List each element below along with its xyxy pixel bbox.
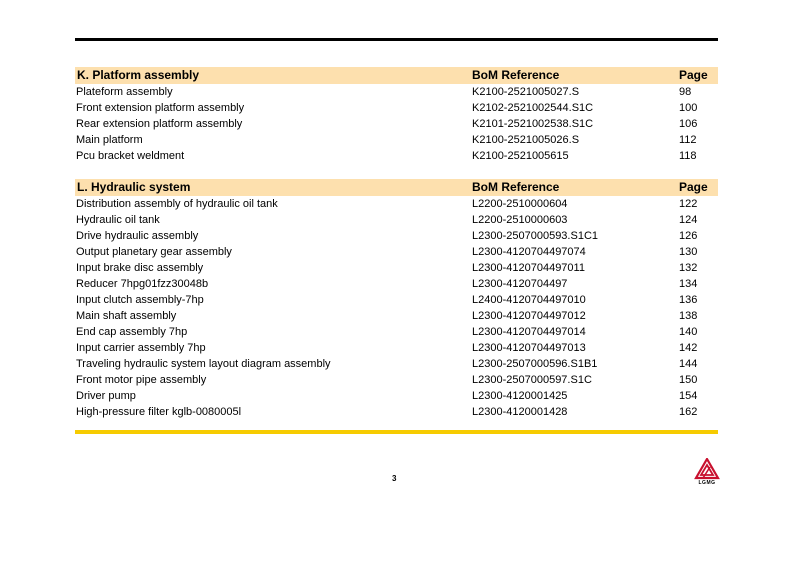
page-column-header: Page bbox=[679, 68, 708, 82]
table-row bbox=[75, 356, 718, 372]
part-name: Pcu bracket weldment bbox=[76, 150, 185, 162]
part-name: Main platform bbox=[76, 134, 143, 146]
page-number: 144 bbox=[679, 358, 698, 370]
bom-reference: L2200-2510000604 bbox=[472, 198, 568, 210]
part-name: Main shaft assembly bbox=[76, 310, 177, 322]
part-name: Distribution assembly of hydraulic oil tank bbox=[76, 198, 278, 210]
page-number: 112 bbox=[679, 134, 697, 146]
table-row bbox=[75, 372, 718, 388]
section-platform-assembly bbox=[75, 67, 718, 164]
table-row bbox=[75, 292, 718, 308]
part-name: Rear extension platform assembly bbox=[76, 118, 243, 130]
bom-reference: K2101-2521002538.S1C bbox=[472, 118, 594, 130]
table-row bbox=[75, 260, 718, 276]
table-row bbox=[75, 84, 718, 100]
page-number: 98 bbox=[679, 86, 692, 98]
bom-reference: L2300-4120704497014 bbox=[472, 326, 586, 338]
table-row bbox=[75, 276, 718, 292]
table-row bbox=[75, 228, 718, 244]
table-row bbox=[75, 244, 718, 260]
table-row bbox=[75, 340, 718, 356]
table-row bbox=[75, 324, 718, 340]
bom-column-header: BoM Reference bbox=[472, 68, 560, 82]
part-name: Reducer 7hpg01fzz30048b bbox=[76, 278, 209, 290]
part-name: Input brake disc assembly bbox=[76, 262, 204, 274]
page-number: 106 bbox=[679, 118, 698, 130]
bom-reference: L2200-2510000603 bbox=[472, 214, 568, 226]
page-number: 124 bbox=[679, 214, 698, 226]
part-name: Input carrier assembly 7hp bbox=[76, 342, 206, 354]
page-number: 122 bbox=[679, 198, 698, 210]
page-number: 140 bbox=[679, 326, 698, 338]
bom-reference: L2300-2507000597.S1C bbox=[472, 374, 592, 386]
part-name: Plateform assembly bbox=[76, 86, 173, 98]
part-name: Output planetary gear assembly bbox=[76, 246, 232, 258]
table-row bbox=[75, 148, 718, 164]
table-row bbox=[75, 404, 718, 420]
page-number: 136 bbox=[679, 294, 698, 306]
section-header bbox=[75, 179, 718, 196]
table-row bbox=[75, 196, 718, 212]
section-header bbox=[75, 67, 718, 84]
top-rule bbox=[75, 38, 718, 41]
part-name: Drive hydraulic assembly bbox=[76, 230, 199, 242]
part-name: End cap assembly 7hp bbox=[76, 326, 188, 338]
page-number: 126 bbox=[679, 230, 698, 242]
page-number: 142 bbox=[679, 342, 698, 354]
bom-reference: K2100-2521005027.S bbox=[472, 86, 580, 98]
part-name: Driver pump bbox=[76, 390, 136, 402]
part-name: High-pressure filter kglb-0080005l bbox=[76, 406, 242, 418]
bom-reference: L2300-4120001428 bbox=[472, 406, 568, 418]
bottom-rule bbox=[75, 430, 718, 434]
bom-reference: L2400-4120704497010 bbox=[472, 294, 586, 306]
bom-reference: L2300-4120704497 bbox=[472, 278, 568, 290]
table-row bbox=[75, 308, 718, 324]
page-number: 150 bbox=[679, 374, 698, 386]
bom-reference: K2100-2521005615 bbox=[472, 150, 569, 162]
footer-page-number: 3 bbox=[392, 474, 397, 483]
section-hydraulic-system bbox=[75, 179, 718, 420]
lgmg-logo bbox=[694, 458, 720, 488]
page-number: 132 bbox=[679, 262, 698, 274]
table-row bbox=[75, 132, 718, 148]
part-name: Front extension platform assembly bbox=[76, 102, 245, 114]
bom-reference: L2300-4120704497011 bbox=[472, 262, 585, 274]
bom-reference: L2300-2507000596.S1B1 bbox=[472, 358, 598, 370]
page-number: 130 bbox=[679, 246, 698, 258]
table-row bbox=[75, 212, 718, 228]
bom-column-header: BoM Reference bbox=[472, 180, 560, 194]
bom-reference: L2300-4120704497013 bbox=[472, 342, 586, 354]
section-title: K. Platform assembly bbox=[77, 68, 200, 82]
bom-reference: L2300-2507000593.S1C1 bbox=[472, 230, 599, 242]
page-number: 100 bbox=[679, 102, 698, 114]
table-row bbox=[75, 388, 718, 404]
bom-reference: K2100-2521005026.S bbox=[472, 134, 580, 146]
bom-reference: L2300-4120704497012 bbox=[472, 310, 586, 322]
page-number: 118 bbox=[679, 150, 697, 162]
section-title: L. Hydraulic system bbox=[77, 180, 191, 194]
table-row bbox=[75, 116, 718, 132]
page-number: 154 bbox=[679, 390, 698, 402]
page-number: 134 bbox=[679, 278, 698, 290]
logo-text: LGMG bbox=[698, 480, 716, 486]
page-column-header: Page bbox=[679, 180, 708, 194]
bom-reference: K2102-2521002544.S1C bbox=[472, 102, 594, 114]
page-number: 138 bbox=[679, 310, 698, 322]
bom-reference: L2300-4120704497074 bbox=[472, 246, 586, 258]
page-number: 162 bbox=[679, 406, 698, 418]
part-name: Hydraulic oil tank bbox=[76, 214, 160, 226]
table-row bbox=[75, 100, 718, 116]
part-name: Traveling hydraulic system layout diagram assembly bbox=[76, 358, 331, 370]
part-name: Input clutch assembly-7hp bbox=[76, 294, 204, 306]
lgmg-logo-icon bbox=[694, 458, 720, 480]
part-name: Front motor pipe assembly bbox=[76, 374, 207, 386]
bom-reference: L2300-4120001425 bbox=[472, 390, 568, 402]
